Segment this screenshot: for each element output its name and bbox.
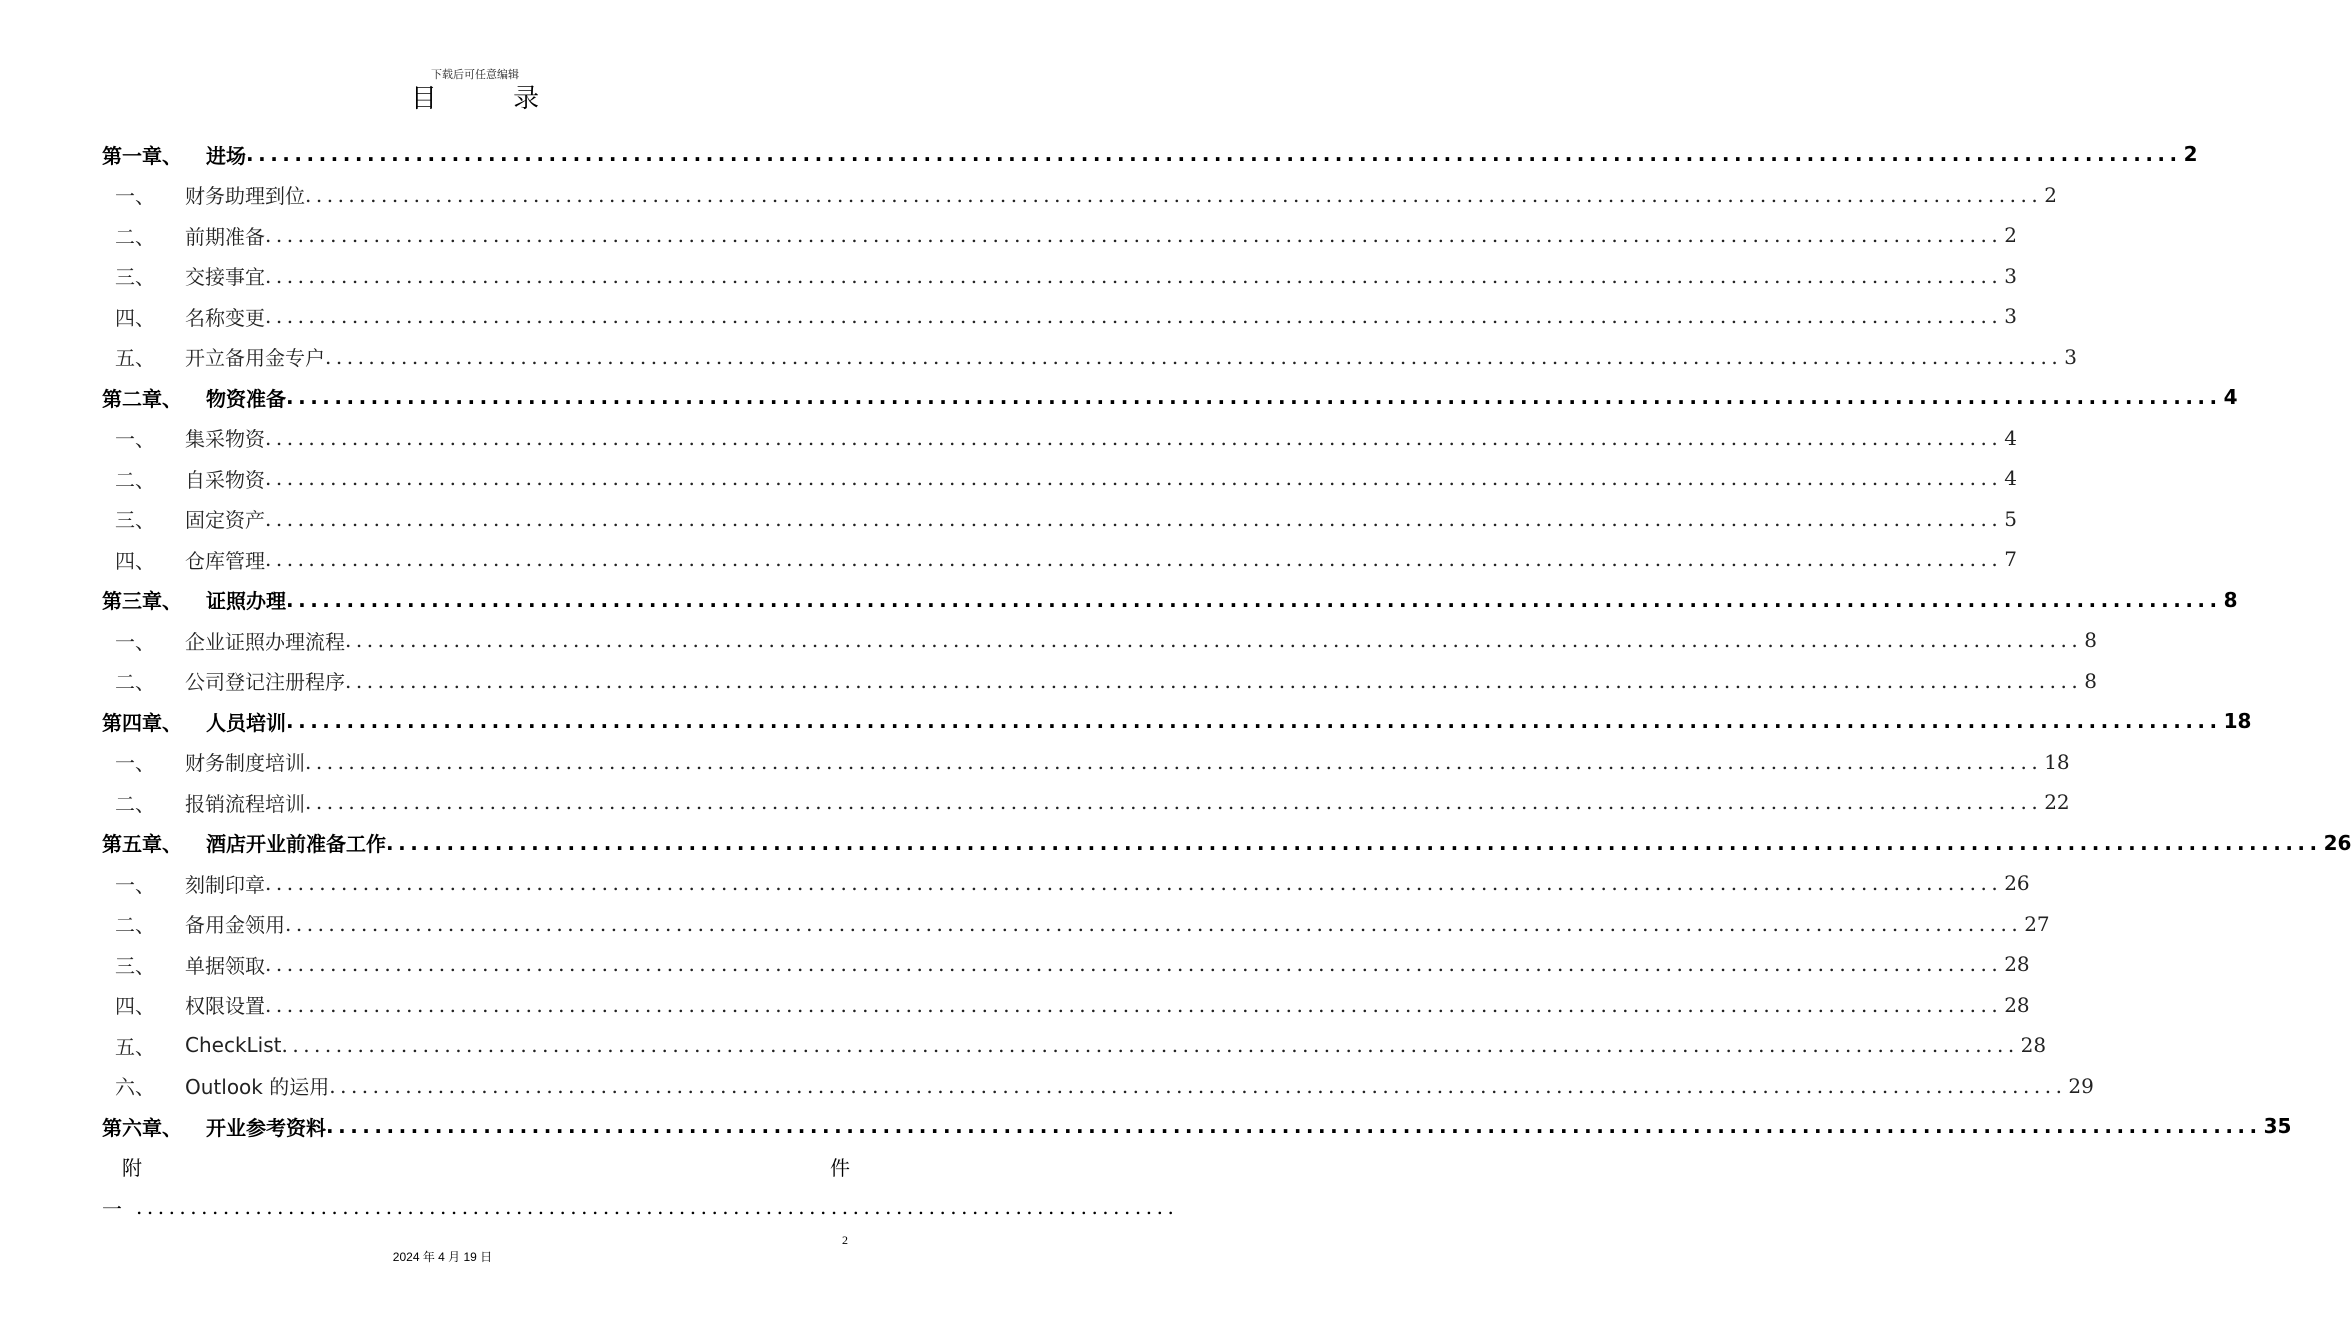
toc-entry-page: 2 (2183, 142, 2198, 167)
toc-section-row[interactable] (102, 175, 2057, 216)
toc-entry-label: 酒店开业前准备工作 (206, 832, 386, 857)
toc-entry-page: 8 (2084, 668, 2097, 693)
toc-entry-number: 第一章、 (102, 143, 182, 168)
dot-leader: ................................................................................................................................................................ (265, 506, 2003, 531)
toc-section-row[interactable] (102, 296, 2017, 337)
toc-entry-number: 二、 (115, 913, 155, 938)
toc-entry-number: 第四章、 (102, 710, 182, 735)
dot-leader: ................................................................................................................................................................ (286, 587, 2222, 612)
dot-leader: ................................................................................................................................................................ (281, 1033, 2019, 1058)
toc-entry-page: 4 (2004, 425, 2017, 450)
dot-leader: ................................................................................................................................................................ (305, 182, 2043, 207)
toc-entry-page: 3 (2004, 304, 2017, 329)
toc-entry-page: 35 (2263, 1114, 2292, 1139)
toc-entry-number: 六、 (115, 1075, 155, 1100)
toc-entry-page: 26 (2323, 830, 2351, 855)
dot-leader: ................................................................................................................................................................ (265, 425, 2003, 450)
dot-leader: ................................................................................................................................................................ (325, 344, 2063, 369)
toc-entry-number: 四、 (115, 305, 155, 330)
dot-leader: ................................................................................................................................................................ (286, 385, 2222, 410)
dot-leader: ................................................................................................................................................................ (345, 628, 2083, 653)
dot-leader: ................................................................................................................................................................ (265, 263, 2003, 288)
appendix-entry[interactable] (102, 1147, 850, 1188)
toc-entry-page: 18 (2044, 749, 2070, 774)
toc-entry-label: 自采物资 (185, 467, 265, 492)
toc-entry-page: 7 (2004, 547, 2017, 572)
toc-entry-label: 开业参考资料 (206, 1115, 326, 1140)
toc-section-row[interactable] (102, 458, 2017, 499)
toc-entry-label: 证照办理 (206, 589, 286, 614)
toc-entry-page: 29 (2068, 1073, 2094, 1098)
toc-section-row[interactable] (102, 661, 2097, 702)
dot-leader: ................................................................................................................................................................ (305, 749, 2043, 774)
toc-entry-number: 二、 (115, 670, 155, 695)
toc-entry-number: 五、 (115, 346, 155, 371)
toc-entry-label: 财务制度培训 (185, 751, 305, 776)
appendix-label-number: 一 (102, 1196, 122, 1221)
toc-section-row[interactable] (102, 418, 2017, 459)
toc-entry-page: 28 (2004, 952, 2030, 977)
toc-entry-label: 企业证照办理流程 (185, 629, 345, 654)
toc-section-row[interactable] (102, 215, 2017, 256)
toc-entry-page: 8 (2084, 628, 2097, 653)
toc-chapter-row[interactable] (102, 134, 2198, 175)
footer-date: 2024 年 4 月 19 日 (392, 1250, 493, 1264)
toc-chapter-row[interactable] (102, 377, 2238, 418)
toc-section-row[interactable] (102, 539, 2017, 580)
toc-entry-page: 27 (2024, 911, 2050, 936)
toc-entry-number: 四、 (115, 548, 155, 573)
dot-leader: ................................................................................................................................................................ (265, 304, 2003, 329)
toc-entry-label: 进场 (206, 143, 246, 168)
toc-entry-number: 第三章、 (102, 589, 182, 614)
toc-entry-label: 权限设置 (185, 994, 265, 1019)
toc-section-row[interactable] (102, 782, 2070, 823)
toc-entry-page: 22 (2044, 790, 2070, 815)
toc-section-row[interactable] (102, 256, 2017, 297)
toc-entry-number: 二、 (115, 791, 155, 816)
toc-entry-page: 28 (2004, 992, 2030, 1017)
toc-chapter-row[interactable] (102, 701, 2252, 742)
toc-entry-number: 一、 (115, 427, 155, 452)
dot-leader: ................................................................................................................................................................ (329, 1073, 2067, 1098)
toc-entry-label: 单据领取 (185, 953, 265, 978)
appendix-label-left: 附 (122, 1156, 142, 1181)
dot-leader: ................................................................................................................................................................ (265, 547, 2003, 572)
dot-leader: ................................................................................................................................................................ (265, 223, 2003, 248)
toc-entry-page: 4 (2223, 385, 2238, 410)
toc-entry-page: 18 (2223, 709, 2252, 734)
dot-leader: ................................................................................................................................................................ (265, 466, 2003, 491)
toc-entry-page: 4 (2004, 466, 2017, 491)
toc-section-row[interactable] (102, 620, 2097, 661)
toc-entry-label: 固定资产 (185, 508, 265, 533)
toc-entry-number: 四、 (115, 994, 155, 1019)
toc-entry-label: 刻制印章 (185, 872, 265, 897)
toc-entry-number: 一、 (115, 629, 155, 654)
toc-entry-label: 财务助理到位 (185, 184, 305, 209)
toc-entry-label: 报销流程培训 (185, 791, 305, 816)
toc-entry-number: 三、 (115, 953, 155, 978)
toc-entry-page: 2 (2004, 223, 2017, 248)
toc-entry-number: 一、 (115, 872, 155, 897)
toc-entry-label: 物资准备 (206, 386, 286, 411)
dot-leader: ................................................................................................................................................................ (286, 709, 2222, 734)
toc-entry-label: Outlook 的运用 (185, 1075, 330, 1100)
toc-entry-number: 第五章、 (102, 832, 182, 857)
toc-entry-label: 仓库管理 (185, 548, 265, 573)
appendix-entry-continuation[interactable] (102, 1187, 1179, 1227)
toc-entry-number: 一、 (115, 751, 155, 776)
toc-chapter-row[interactable] (102, 580, 2238, 621)
toc-entry-page: 26 (2004, 871, 2030, 896)
toc-section-row[interactable] (102, 742, 2070, 783)
toc-entry-number: 三、 (115, 265, 155, 290)
toc-entry-page: 3 (2064, 344, 2077, 369)
toc-title: 目 录 (410, 84, 574, 114)
toc-entry-page: 3 (2004, 263, 2017, 288)
dot-leader: ................................................................................................ (136, 1195, 1179, 1219)
toc-entry-label: 开立备用金专户 (185, 346, 325, 371)
toc-entry-number: 二、 (115, 224, 155, 249)
toc-entry-label: 前期准备 (185, 224, 265, 249)
toc-entry-label: 人员培训 (206, 710, 286, 735)
dot-leader: ................................................................................................................................................................ (386, 830, 2322, 855)
table-of-contents (102, 134, 2351, 1227)
toc-entry-label: 交接事宜 (185, 265, 265, 290)
toc-entry-number: 二、 (115, 467, 155, 492)
toc-section-row[interactable] (102, 499, 2017, 540)
toc-section-row[interactable] (102, 904, 2050, 945)
toc-chapter-row[interactable] (102, 1106, 2292, 1147)
toc-entry-page: 5 (2004, 506, 2017, 531)
toc-section-row[interactable] (102, 337, 2077, 378)
toc-entry-number: 五、 (115, 1034, 155, 1059)
dot-leader: ................................................................................................................................................................ (326, 1114, 2262, 1139)
dot-leader: ................................................................................................................................................................ (285, 911, 2023, 936)
page-number: 2 (842, 1233, 848, 1247)
toc-entry-label: CheckList (185, 1033, 282, 1058)
toc-section-row[interactable] (102, 1066, 2094, 1107)
toc-section-row[interactable] (102, 944, 2030, 985)
header-note: 下载后可任意编辑 (431, 68, 519, 81)
dot-leader: ................................................................................................................................................................ (345, 668, 2083, 693)
toc-entry-page: 8 (2223, 587, 2238, 612)
dot-leader: ................................................................................................................................................................ (305, 790, 2043, 815)
toc-section-row[interactable] (102, 985, 2030, 1026)
toc-entry-number: 一、 (115, 184, 155, 209)
toc-entry-number: 第六章、 (102, 1115, 182, 1140)
toc-section-row[interactable] (102, 863, 2030, 904)
dot-leader: ................................................................................................................................................................ (265, 992, 2003, 1017)
dot-leader: ................................................................................................................................................................ (265, 871, 2003, 896)
toc-entry-label: 公司登记注册程序 (185, 670, 345, 695)
toc-entry-page: 28 (2020, 1033, 2047, 1058)
toc-entry-label: 集采物资 (185, 427, 265, 452)
appendix-label-right: 件 (830, 1156, 850, 1181)
toc-entry-number: 三、 (115, 508, 155, 533)
toc-entry-number: 第二章、 (102, 386, 182, 411)
dot-leader: ................................................................................................................................................................ (265, 952, 2003, 977)
toc-entry-page: 2 (2044, 182, 2057, 207)
toc-chapter-row[interactable] (102, 823, 2351, 864)
toc-entry-label: 备用金领用 (185, 913, 285, 938)
dot-leader: ................................................................................................................................................................ (246, 142, 2182, 167)
toc-entry-label: 名称变更 (185, 305, 265, 330)
toc-section-row[interactable] (102, 1025, 2047, 1066)
